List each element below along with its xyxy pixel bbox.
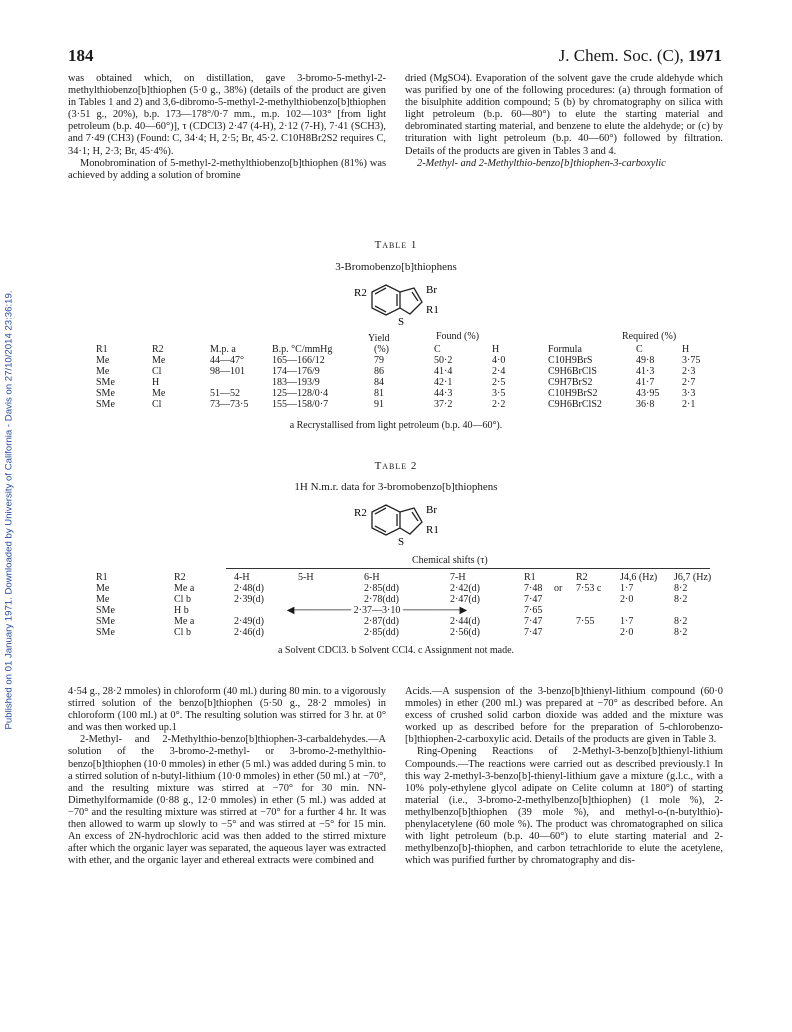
cell: [672, 605, 714, 616]
cell: SMe: [96, 399, 115, 410]
benzene-ring: [372, 285, 400, 315]
table1-footnote: a Recrystallised from light petroleum (b.p. 40—60°).: [289, 420, 503, 431]
cell: 8·2: [674, 616, 688, 627]
table1-label: Table 1: [374, 239, 418, 251]
cell: 2·4: [492, 366, 506, 377]
thiophene-ring: [400, 508, 422, 534]
cell: 2·78(dd): [364, 594, 399, 605]
col-header: 4-H: [234, 572, 250, 583]
bottom-left-column: [68, 686, 386, 867]
structure-label-br: Br: [426, 504, 437, 516]
cell: 2·85(dd): [364, 627, 399, 638]
cell: 2·0: [620, 594, 634, 605]
cell: [574, 605, 618, 616]
structure-label-br: Br: [426, 284, 437, 296]
cell: [208, 377, 270, 388]
cell: Me a: [174, 616, 195, 627]
cell: 155—158/0·7: [272, 399, 329, 410]
cell: [296, 583, 362, 594]
col-header: R1: [96, 344, 108, 355]
col-header: R2: [152, 344, 164, 355]
cell: [296, 616, 362, 627]
col-header: [552, 572, 574, 583]
table-row: [94, 616, 714, 627]
cell: Me: [152, 388, 166, 399]
cell: 50·2: [434, 355, 453, 366]
cell: Me a: [174, 583, 195, 594]
paragraph: 4·54 g., 28·2 mmoles) in chloroform (40 ml.) during 80 min. to a vigorously stirred solution of the benzo[b]thiophen (5·50 g., 28·2 mmoles) in chloroform (100 ml.) at 0°. The resulting solution was stirred for 3 hr. at 0° and was then worked up.1: [68, 686, 386, 734]
cell: 7·53 c: [576, 583, 602, 594]
col-header: R1: [524, 572, 536, 583]
table2-header-row: [94, 572, 714, 583]
cell: 2·0: [620, 627, 634, 638]
cell: 84: [374, 377, 384, 388]
cell: [552, 605, 574, 616]
structure-label-r1: R1: [426, 524, 439, 536]
col-header: 5-H: [298, 572, 314, 583]
cell: 2·44(d): [450, 616, 480, 627]
cell: 73—73·5: [210, 399, 249, 410]
table2-footnote: a Solvent CDCl3. b Solvent CCl4. c Assignment not made.: [277, 645, 515, 656]
cell: SMe: [96, 388, 115, 399]
cell: 165—166/12: [272, 355, 325, 366]
cell: 86: [374, 366, 384, 377]
journal-header: [559, 46, 722, 66]
cell: 2·7: [682, 377, 696, 388]
cell: 49·8: [636, 355, 655, 366]
table-row: [94, 355, 720, 366]
cell: Cl: [152, 366, 162, 377]
cell: Me: [96, 594, 110, 605]
structure-label-r1: R1: [426, 304, 439, 316]
cell: 91: [374, 399, 384, 410]
cell: [296, 594, 362, 605]
table2-group-header: Chemical shifts (τ): [412, 555, 488, 566]
journal-year: 1971: [688, 46, 722, 65]
table-row: [94, 594, 714, 605]
table1-required-header: Required (%): [622, 331, 677, 342]
table2-structure: [340, 500, 470, 550]
col-header: M.p. a: [210, 344, 236, 355]
cell: 2·87(dd): [364, 616, 399, 627]
top-left-column: [68, 73, 386, 182]
table2: [94, 572, 714, 638]
cell: 7·65: [524, 605, 543, 616]
download-notice-text: Published on 01 January 1971. Downloaded by University of California - Davis on 27/10/2014 23:36:19.: [3, 290, 15, 730]
cell: [618, 605, 672, 616]
col-header: R2: [576, 572, 588, 583]
download-notice[interactable]: [2, 180, 16, 840]
table-row: [94, 627, 714, 638]
cell: Me: [96, 366, 110, 377]
cell: 183—193/9: [272, 377, 320, 388]
col-header: R1: [96, 572, 108, 583]
cell: SMe: [96, 377, 115, 388]
cell: 43·95: [636, 388, 660, 399]
cell: 44·3: [434, 388, 453, 399]
cell: 44—47°: [210, 355, 244, 366]
cell: 174—176/9: [272, 366, 320, 377]
table-row: [94, 583, 714, 594]
cell: 37·2: [434, 399, 453, 410]
table1-structure: [340, 280, 470, 330]
col-header: 7-H: [450, 572, 466, 583]
cell: 2·3: [682, 366, 696, 377]
cell: 79: [374, 355, 384, 366]
paragraph: Ring-Opening Reactions of 2-Methyl-3-benzo[b]thienyl-lithium Compounds.—The reactions were carried out as described previously.1 In this way 2-methyl-3-benzo[b]-thienyl-lithium gave a mixture (g.l.c., with a 10% poly-ethylene glycol adipate on Celite column at 180°) of starting material (i.e., 3-bromo-2-methylbenzo[b]thiophen) (1 mole %), 2-methylbenzo[b]thiophen (39 mole %), and methyl-o-(n-butylthio)-phenylacetylene (60 mole %). The product was chromatographed on silica with light petroleum (b.p. 40—60°) to elute starting material and 2-methylbenzo[b]-thiophen, and carbon tetrachloride to elute the acetylene, which was purified further by chromatography and dis-: [405, 746, 723, 867]
cell: 8·2: [674, 627, 688, 638]
paragraph: dried (MgSO4). Evaporation of the solvent gave the crude aldehyde which was purified by one of the following procedures: (a) through formation of the bisulphite addition compound; 5 (b) by chromatography on silica with light petroleum (b.p. 60—80°) to elute the starting material and debrominated starting material, and benzene to elute the aldehyde; or (c) by trituration with light petroleum (b.p. 40—60°) followed by filtration. Details of the products are given in Tables 3 and 4.: [405, 73, 723, 157]
cell: C10H9BrS2: [548, 388, 598, 399]
top-right-column: [405, 73, 723, 170]
bottom-right-column: [405, 686, 723, 867]
table-row: [94, 399, 720, 410]
cell: [552, 616, 574, 627]
cell: [574, 627, 618, 638]
table-row: [94, 377, 720, 388]
cell: or: [554, 583, 563, 594]
paragraph: 2-Methyl- and 2-Methylthio-benzo[b]thiophen-3-carbaldehydes.—A solution of the 3-bromo-2-methyl- or 3-bromo-2-methylthio-benzo[b]thiophen (10·0 mmoles) in ether (5 ml.) was added during 5 min. to a stirred solution of n-butyl-lithium (10·0 mmoles) in ether (50 ml.) at −70°, and the resulting mixture was stirred at −70° for 30 min. NN-Dimethylformamide (0·88 g., 12·0 mmoles) in ether (5 ml.) was added at −70° and the resulting mixture was stirred at −70° for a further 4 hr. It was then allowed to warm up slowly to −5° and was stirred at −5° for 15 min. An excess of 2N-hydrochloric acid was then added to the stirred mixture after which the organic layer was separated, the aqueous layer was extracted with ether, and the organic layer and ethereal extracts were combined and: [68, 734, 386, 867]
structure-label-r2: R2: [354, 287, 367, 299]
cell: 41·7: [636, 377, 655, 388]
journal-name: J. Chem. Soc. (C),: [558, 46, 684, 65]
table-row: [94, 388, 720, 399]
cell: 3·3: [682, 388, 696, 399]
table1-yield-header: Yield: [368, 333, 390, 344]
cell: 51—52: [210, 388, 240, 399]
range-cell: ◀──────── 2·37—3·10 ────────▶: [286, 605, 468, 616]
cell: 98—101: [210, 366, 245, 377]
thiophene-ring: [400, 288, 422, 314]
structure-label-s: S: [398, 316, 405, 328]
cell: Me: [152, 355, 166, 366]
col-header: J6,7 (Hz): [674, 572, 712, 583]
cell: 2·1: [682, 399, 696, 410]
col-header: C: [434, 344, 441, 355]
cell: 125—128/0·4: [272, 388, 329, 399]
section-heading: 2-Methyl- and 2-Methylthio-benzo[b]thiophen-3-carboxylic: [417, 157, 666, 169]
col-header: B.p. °C/mmHg: [272, 344, 333, 355]
cell: C10H9BrS: [548, 355, 593, 366]
paragraph: Acids.—A suspension of the 3-benzo[b]thienyl-lithium compound (60·0 mmoles) in ether (200 ml.) was prepared at −70° as described before. An excess of crushed solid carbon dioxide was added and the mixture was worked up as described before for the preparation of 5-chlorobenzo-[b]thiophen-2-carboxylic acid. Details of the products are given in Table 3.: [405, 686, 723, 746]
cell: SMe: [96, 605, 115, 616]
cell: 36·8: [636, 399, 655, 410]
cell: H b: [174, 605, 189, 616]
cell: 2·2: [492, 399, 506, 410]
table1: [94, 344, 720, 410]
cell: 2·49(d): [234, 616, 264, 627]
paragraph: Monobromination of 5-methyl-2-methylthiobenzo[b]thiophen (81%) was achieved by adding a solution of bromine: [68, 157, 386, 181]
structure-label-r2: R2: [354, 507, 367, 519]
cell: 81: [374, 388, 384, 399]
cell: 2·47(d): [450, 594, 480, 605]
cell: 2·37—3·10: [353, 605, 401, 616]
table1-title: 3-Bromobenzo[b]thiophens: [335, 261, 457, 273]
cell: Me: [96, 583, 110, 594]
cell: Cl: [152, 399, 162, 410]
cell: SMe: [96, 627, 115, 638]
cell: SMe: [96, 616, 115, 627]
col-header: 6-H: [364, 572, 380, 583]
cell: Me: [96, 355, 110, 366]
cell: 41·3: [636, 366, 655, 377]
cell: C9H7BrS2: [548, 377, 593, 388]
cell: 2·85(dd): [364, 583, 399, 594]
cell: Cl b: [174, 594, 191, 605]
cell: 42·1: [434, 377, 453, 388]
cell: H: [152, 377, 160, 388]
cell: [552, 627, 574, 638]
table2-label: Table 2: [374, 460, 418, 472]
table1-header-row: [94, 344, 720, 355]
benzene-ring: [372, 505, 400, 535]
cell: 7·47: [524, 616, 543, 627]
col-header: R2: [174, 572, 186, 583]
cell: 7·47: [524, 627, 543, 638]
cell: 2·39(d): [234, 594, 264, 605]
cell: 1·7: [620, 616, 634, 627]
group-rule: [226, 568, 710, 569]
cell: 7·55: [576, 616, 595, 627]
cell: [574, 594, 618, 605]
cell: 2·5: [492, 377, 506, 388]
table-row: [94, 366, 720, 377]
paragraph: was obtained which, on distillation, gave 3-bromo-5-methyl-2-methylthiobenzo[b]thiophen (5·0 g., 38%) (details of the product are given in Tables 1 and 2) and 3,6-dibromo-5-methyl-2-methylthiobenzo[b]thiophen (3·51 g., 20%), b.p. 173—178°/0·7 mm., m.p. 102—103° [from light petroleum (b.p. 40—60°)], τ (CDCl3) 2·47 (4-H), 2·12 (7-H), 7·41 (SCH3), and 7·49 (CH3) (Found: C, 34·4; H, 2·5; Br, 45·2. C10H8Br2S2 requires C, 34·1; H, 2·3; Br, 45·4%).: [68, 73, 386, 157]
table1-found-header: Found (%): [436, 331, 480, 342]
col-header: C: [636, 344, 643, 355]
table2-title: 1H N.m.r. data for 3-bromobenzo[b]thiophens: [294, 481, 498, 493]
cell: 8·2: [674, 594, 688, 605]
cell: 3·75: [682, 355, 701, 366]
cell: 8·2: [674, 583, 688, 594]
cell: Cl b: [174, 627, 191, 638]
cell: C9H6BrClS: [548, 366, 597, 377]
cell: 7·47: [524, 594, 543, 605]
col-header: J4,6 (Hz): [620, 572, 658, 583]
col-header: H: [682, 344, 690, 355]
cell: 2·48(d): [234, 583, 264, 594]
cell: 2·56(d): [450, 627, 480, 638]
col-header: Formula: [548, 344, 582, 355]
cell: 1·7: [620, 583, 634, 594]
cell: 41·4: [434, 366, 453, 377]
col-header: H: [492, 344, 500, 355]
col-header: (%): [374, 344, 389, 355]
cell: C9H6BrClS2: [548, 399, 602, 410]
cell: 2·46(d): [234, 627, 264, 638]
cell: [552, 594, 574, 605]
cell: 7·48: [524, 583, 543, 594]
cell: 3·5: [492, 388, 506, 399]
page-number: 184: [68, 46, 94, 65]
cell: 2·42(d): [450, 583, 480, 594]
cell: [296, 627, 362, 638]
structure-label-s: S: [398, 536, 405, 548]
cell: 4·0: [492, 355, 506, 366]
table-row: [94, 605, 714, 616]
